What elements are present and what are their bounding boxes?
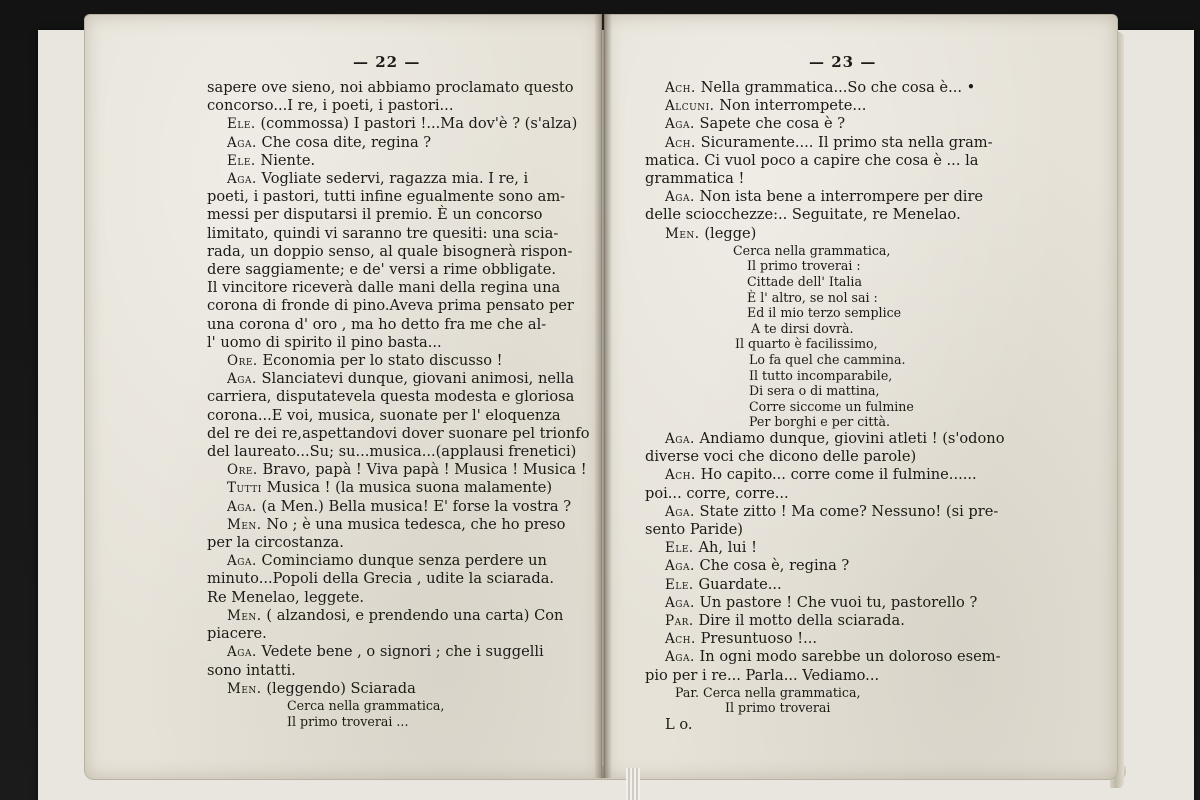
line-text: del re dei re,aspettandovi dover suonare pel trionfo — [207, 424, 590, 442]
line-text: Dire il motto della sciarada. — [698, 611, 905, 629]
speaker-label: Tutti — [227, 480, 267, 497]
text-line — [645, 667, 1009, 685]
text-line — [207, 589, 567, 607]
text-line — [207, 370, 575, 388]
text-line — [207, 497, 572, 516]
text-line — [645, 170, 1009, 188]
text-line — [207, 134, 567, 152]
text-line — [207, 79, 574, 97]
right-page-text — [645, 79, 1009, 734]
line-text: Non interrompete... — [719, 97, 867, 115]
line-text: Slanciatevi dunque, giovani animosi, nella — [261, 370, 575, 388]
poem-line: Lo fa quel che cammina. — [749, 351, 906, 367]
line-text: Musica ! (la musica suona malamente) — [266, 479, 553, 497]
line-text: Bravo, papà ! Viva papà ! Musica ! Musica ! — [262, 461, 587, 479]
poem-line: Il tutto incomparabile, — [749, 367, 893, 383]
line-text: Niente. — [260, 151, 316, 169]
line-text: State zitto ! Ma come? Nessuno! (si pre- — [699, 502, 999, 520]
line-text: pio per i re... Parla... Vediamo... — [645, 666, 880, 684]
speaker-label: Ach. — [665, 80, 701, 96]
poem-line: A te dirsi dovrà. — [751, 320, 854, 336]
text-line — [207, 570, 567, 588]
text-line — [207, 188, 567, 206]
line-text: (legge) — [704, 224, 757, 242]
poem-line: Cittade dell' Italia — [747, 274, 862, 290]
speaker-label: Ele. — [227, 116, 261, 133]
line-text: Cominciamo dunque senza perdere un — [261, 552, 547, 570]
speaker-label: Ele. — [665, 576, 699, 593]
left-page-text — [207, 79, 590, 729]
speaker-label: Aga. — [227, 134, 262, 151]
speaker-label: Aga. — [665, 430, 700, 447]
text-line — [645, 97, 1009, 115]
poem-line: Il primo troverai : — [747, 258, 861, 274]
line-text: Sapete che cosa è ? — [699, 115, 846, 133]
speaker-label: Aga. — [227, 644, 262, 661]
line-text: Che cosa dite, regina ? — [261, 133, 432, 151]
line-text: Presuntuoso !... — [700, 630, 818, 648]
text-line — [645, 188, 1009, 206]
speaker-label: Aga. — [665, 649, 700, 666]
poem-line: Par. Cerca nella grammatica, — [675, 684, 861, 700]
poem-line: Il primo troverai — [725, 700, 831, 716]
speaker-label: Men. — [665, 225, 705, 242]
line-text: sono intatti. — [207, 661, 296, 679]
text-line — [207, 552, 567, 570]
line-text: (commossa) I pastori !...Ma dov'è ? (s'alza) — [260, 115, 578, 133]
line-text: Ho capito... corre come il fulmine...... — [700, 466, 977, 484]
poem-line: Corre siccome un fulmine — [749, 398, 914, 414]
line-text: In ogni modo sarebbe un doloroso esem- — [699, 648, 1001, 666]
text-line — [207, 516, 567, 534]
line-text: corona...E voi, musica, suonate per l' eloquenza — [207, 406, 561, 424]
line-text: Che cosa è, regina ? — [699, 557, 850, 575]
poem-line: Cerca nella grammatica, — [733, 242, 891, 258]
text-line — [207, 461, 587, 479]
line-text: No ; è una musica tedesca, che ho preso — [266, 515, 566, 533]
text-line — [645, 448, 1009, 466]
poem-line: Il quarto è facilissimo, — [735, 336, 878, 352]
text-line — [645, 225, 1009, 243]
text-line — [645, 612, 1009, 630]
line-text: una corona d' oro , ma ho detto fra me che al- — [207, 315, 547, 333]
text-line — [645, 152, 1009, 170]
text-line — [207, 352, 567, 370]
line-text: minuto...Popoli della Grecia , udite la sciarada. — [207, 570, 555, 588]
speaker-label: Ach. — [665, 631, 701, 648]
line-text: Andiamo dunque, giovini atleti ! (s'odono — [699, 429, 1005, 447]
text-line — [207, 334, 567, 352]
line-text: sento Paride) — [645, 520, 743, 538]
line-text: Vogliate sedervi, ragazza mia. I re, i — [261, 170, 529, 188]
final-line: L o. — [665, 715, 693, 733]
speaker-label: Par. — [665, 612, 699, 629]
text-line — [207, 443, 577, 461]
speaker-label: Aga. — [227, 171, 262, 188]
line-text: Sicuramente.... Il primo sta nella gram- — [700, 133, 993, 151]
speaker-label: Aga. — [227, 371, 262, 388]
line-text: Vedete bene , o signori ; che i suggelli — [261, 643, 544, 661]
bookmark-ribbon — [626, 768, 640, 800]
speaker-label: Men. — [227, 680, 267, 697]
line-text: poeti, i pastori, tutti infine egualmente sono am- — [207, 188, 566, 206]
poem-line: Ed il mio terzo semplice — [747, 305, 902, 321]
text-line — [207, 388, 575, 406]
poem-line: Di sera o di mattina, — [749, 383, 880, 399]
text-line — [207, 97, 567, 115]
line-text: Economia per lo stato discusso ! — [262, 352, 503, 370]
text-line — [207, 424, 590, 443]
page-number: — 23 — — [809, 53, 877, 71]
line-text: Un pastore ! Che vuoi tu, pastorello ? — [699, 593, 978, 611]
speaker-label: Aga. — [665, 116, 700, 133]
speaker-label: Men. — [227, 607, 267, 624]
poem-line: Il primo troverai ... — [287, 713, 409, 729]
text-line — [207, 316, 567, 334]
text-line — [645, 557, 1009, 575]
line-text: Re Menelao, leggete. — [207, 588, 365, 606]
text-line — [645, 576, 1009, 594]
poem-line: Cerca nella grammatica, — [287, 697, 445, 713]
line-text: rada, un doppio senso, al quale bisognerà rispon- — [207, 242, 573, 260]
line-text: carriera, disputatevela questa modesta e gloriosa — [207, 388, 575, 406]
speaker-label: Alcuni. — [665, 98, 720, 115]
text-line — [207, 297, 574, 315]
speaker-label: Ele. — [227, 152, 261, 169]
line-text: del laureato...Su; su...musica...(applausi frenetici) — [207, 443, 577, 461]
line-text: poi... corre, corre... — [645, 484, 789, 502]
speaker-label: Aga. — [665, 594, 700, 611]
line-text: Guardate... — [698, 575, 782, 593]
open-booklet — [84, 14, 1120, 778]
speaker-label: Aga. — [665, 503, 700, 520]
text-line — [207, 607, 567, 625]
text-line — [645, 521, 1009, 539]
text-line — [207, 407, 567, 425]
line-text: Nella grammatica...So che cosa è... • — [700, 79, 976, 96]
text-line — [645, 134, 1009, 152]
poem-line: Per borghi e per città. — [749, 414, 890, 430]
text-line — [207, 261, 567, 279]
text-line — [207, 534, 567, 552]
line-text: piacere. — [207, 625, 267, 643]
line-text: limitato, quindi vi saranno tre quesiti: una scia- — [207, 224, 559, 242]
line-text: (a Men.) Bella musica! E' forse la vostra ? — [261, 497, 572, 515]
line-text: corona di fronde di pino.Aveva prima pensato per — [207, 297, 574, 315]
speaker-label: Ore. — [227, 462, 263, 479]
text-line — [207, 643, 567, 661]
line-text: sapere ove sieno, noi abbiamo proclamato questo — [207, 79, 574, 96]
speaker-label: Men. — [227, 516, 267, 533]
text-line — [207, 662, 567, 680]
speaker-label: Aga. — [227, 498, 262, 515]
text-line — [645, 430, 1009, 448]
speaker-label: Ach. — [665, 467, 701, 484]
right-page — [604, 14, 1118, 780]
line-text: Ah, lui ! — [698, 539, 757, 557]
page-number: — 22 — — [353, 53, 421, 71]
text-line — [645, 466, 1009, 484]
text-line — [645, 115, 1009, 133]
speaker-label: Ach. — [665, 134, 701, 151]
text-line — [207, 680, 567, 698]
line-text: l' uomo di spirito il pino basta... — [207, 333, 442, 351]
line-text: diverse voci che dicono delle parole) — [645, 448, 917, 466]
text-line — [645, 79, 1009, 97]
line-text: messi per disputarsi il premio. È un concorso — [207, 206, 543, 224]
speaker-label: Ore. — [227, 353, 263, 370]
text-line — [207, 206, 567, 224]
line-text: grammatica ! — [645, 170, 745, 188]
speaker-label: Aga. — [665, 558, 700, 575]
text-line — [645, 206, 1009, 224]
line-text: matica. Ci vuol poco a capire che cosa è ... la — [645, 151, 979, 169]
text-line — [645, 648, 1009, 666]
poem-line: È l' altro, se nol sai : — [747, 289, 878, 305]
text-line — [645, 594, 1009, 612]
speaker-label: Ele. — [665, 540, 699, 557]
text-line — [645, 539, 1009, 557]
line-text: per la circostanza. — [207, 534, 344, 552]
line-text: Il vincitore riceverà dalle mani della regina una — [207, 279, 561, 297]
speaker-label: Aga. — [227, 553, 262, 570]
line-text: concorso...I re, i poeti, i pastori... — [207, 97, 454, 115]
line-text: delle sciocchezze:.. Seguitate, re Menelao. — [645, 206, 961, 224]
text-line — [207, 152, 567, 170]
text-line — [645, 485, 1009, 503]
text-line — [207, 115, 578, 133]
text-line — [207, 479, 567, 497]
text-line — [207, 242, 573, 261]
text-line — [645, 503, 1009, 521]
text-line — [207, 225, 567, 243]
line-text: ( alzandosi, e prendendo una carta) Con — [266, 606, 564, 624]
line-text: dere saggiamente; e de' versi a rime obbligate. — [207, 261, 557, 279]
speaker-label: Aga. — [665, 189, 700, 206]
left-page — [84, 14, 602, 780]
text-line — [645, 630, 1009, 648]
text-line — [207, 279, 567, 297]
text-line — [207, 625, 567, 643]
text-line — [207, 170, 567, 188]
line-text: (leggendo) Sciarada — [266, 679, 416, 697]
line-text: Non ista bene a interrompere per dire — [699, 188, 984, 206]
